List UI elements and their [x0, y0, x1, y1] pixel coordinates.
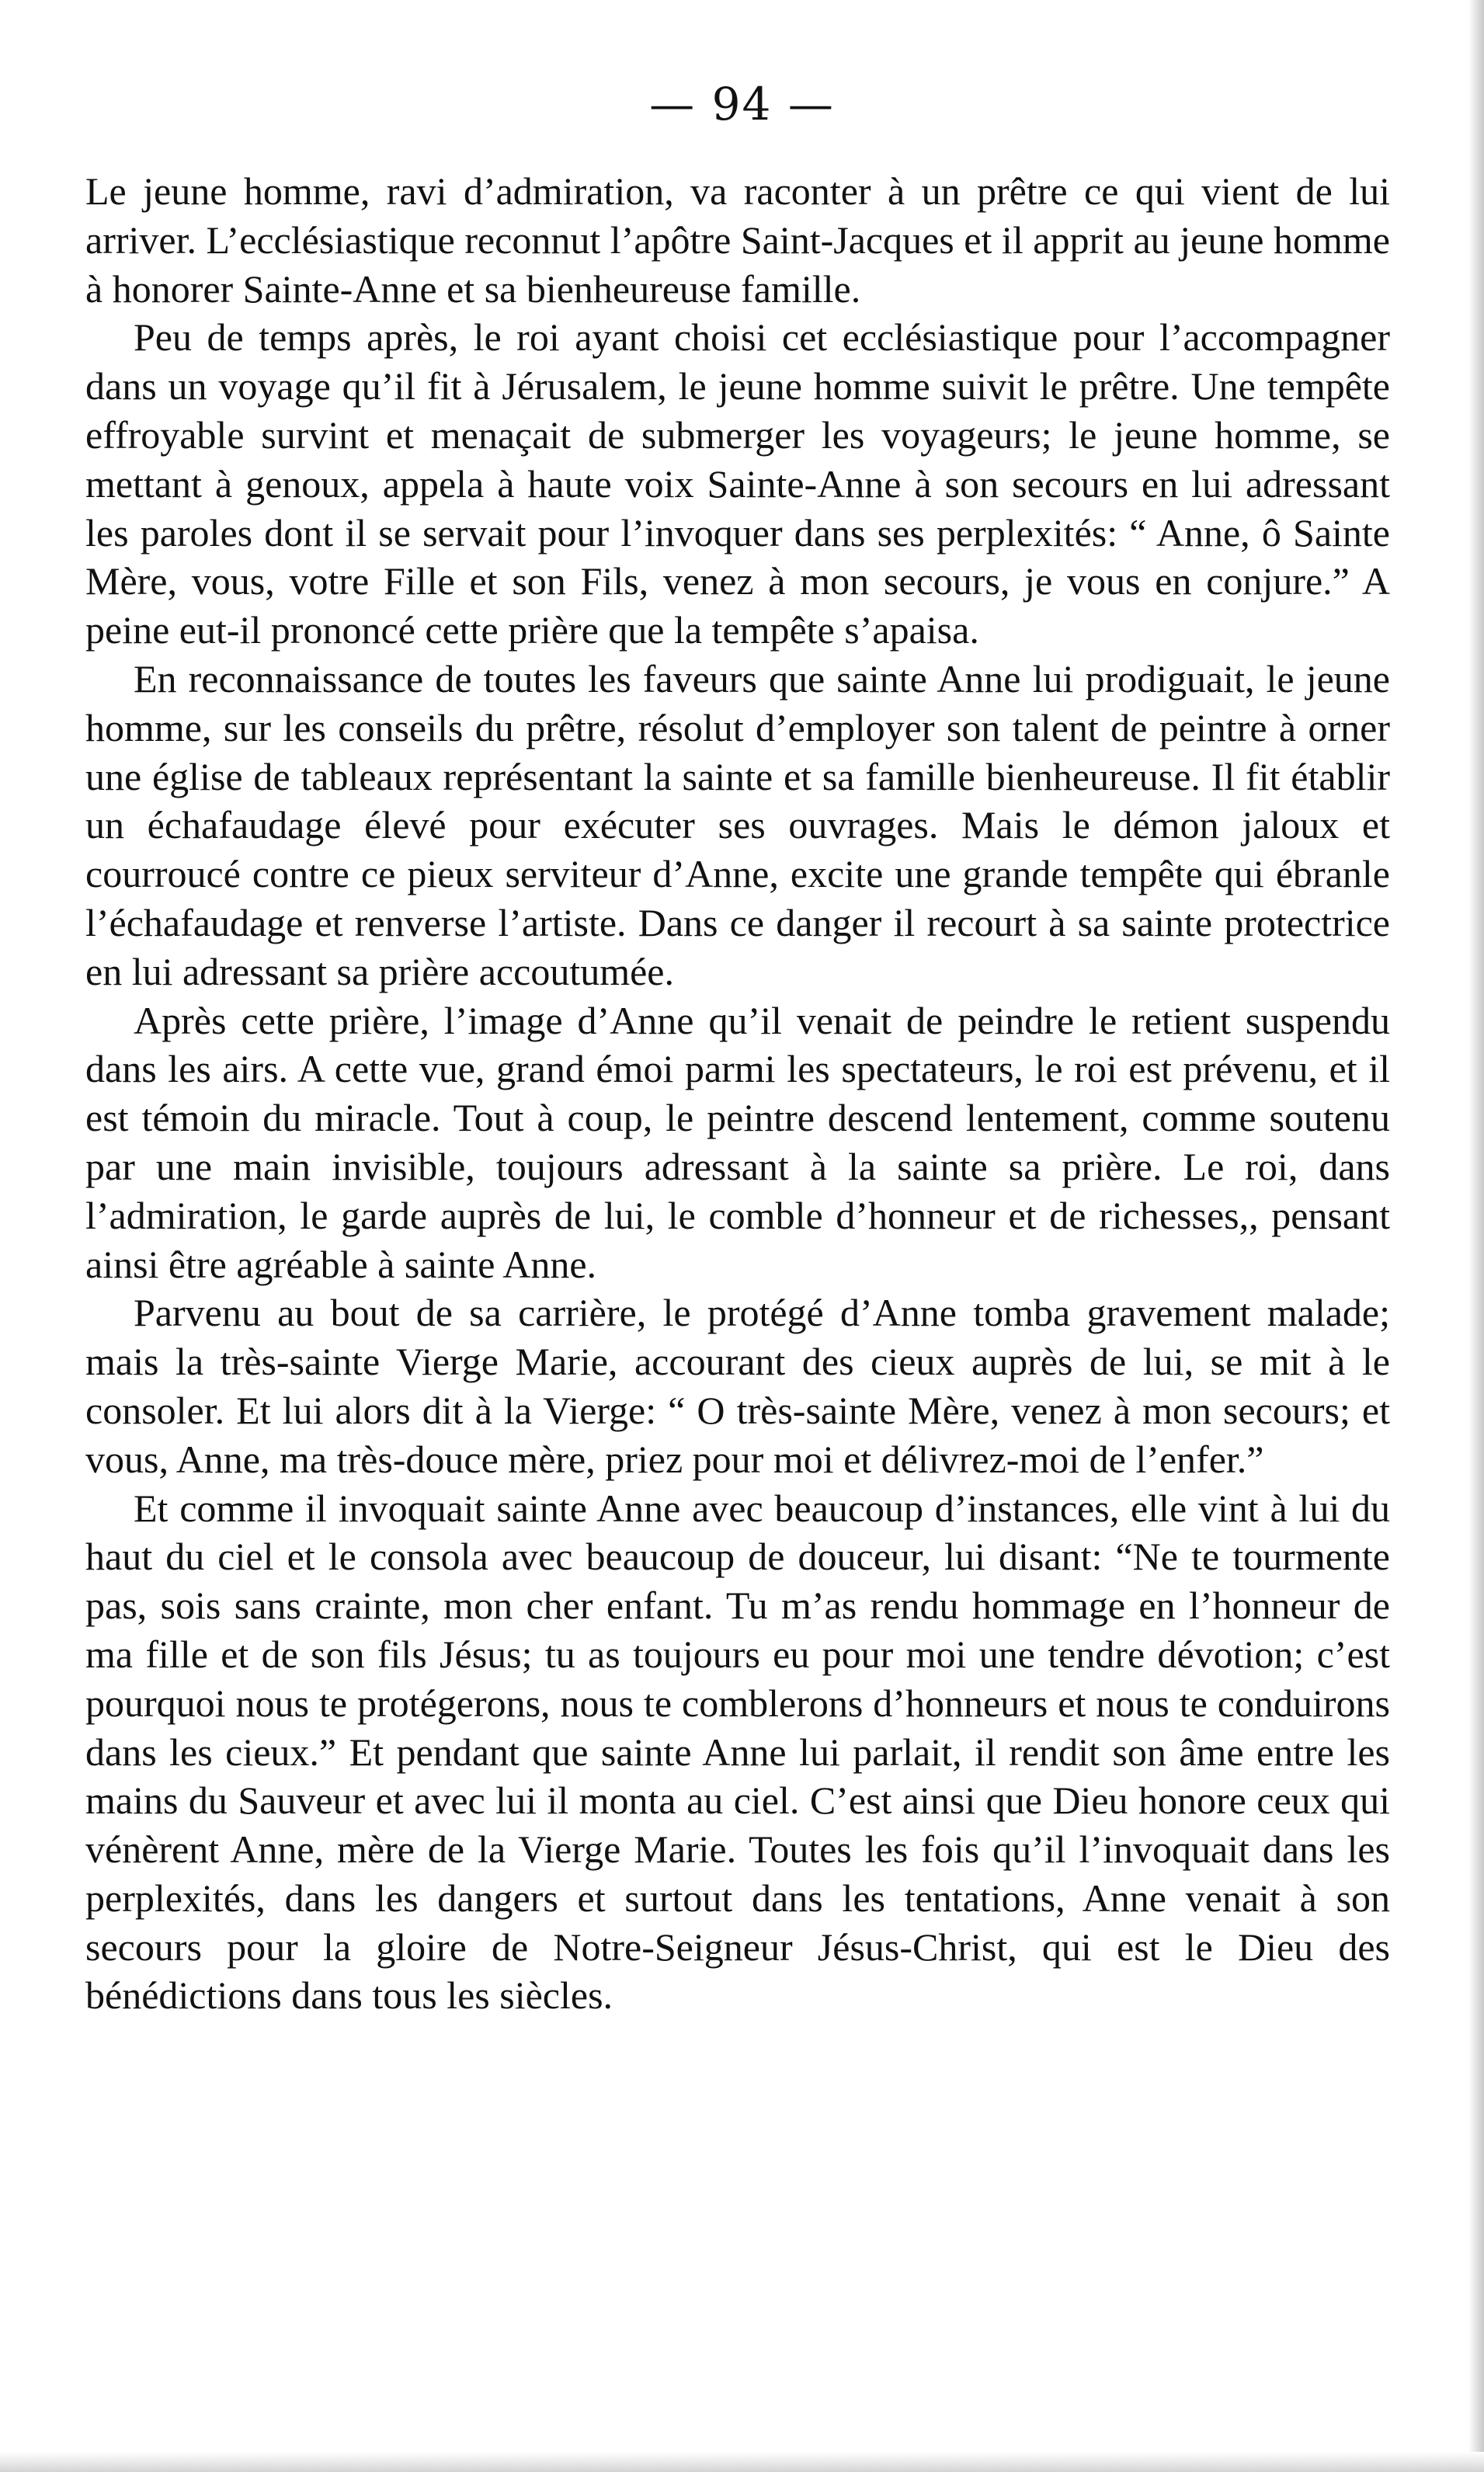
page-bottom-shadow — [0, 2452, 1484, 2472]
body-text — [85, 167, 1390, 2020]
page-number: — 94 — — [649, 78, 835, 130]
paragraph: Le jeune homme, ravi d’admiration, va raconter à un prêtre ce qui vient de lui arriver. L’ecclésiastique reconnut l’apôtre Saint-Jacques et il apprit au jeune homme à honorer Sainte-Anne et sa bienheureuse famille. — [85, 169, 1390, 311]
paragraph: Peu de temps après, le roi ayant choisi cet ecclésiastique pour l’accompagner dans un voyage qu’il fit à Jérusalem, le jeune homme suivit le prêtre. Une tempête effroyable survint et menaçait de submerger les voyageurs; le jeune homme, se mettant à genoux, appela à haute voix Sainte-Anne à son secours en lui adressant les paroles dont il se servait pour l’invoquer dans ses perplexités: “ Anne, ô Sainte Mère, vous, votre Fille et son Fils, venez à mon secours, je vous en conjure.” A peine eut-il prononcé cette prière que la tempête s’apaisa. — [85, 315, 1390, 652]
paragraph: Après cette prière, l’image d’Anne qu’il venait de peindre le retient suspendu dans les airs. A cette vue, grand émoi parmi les spectateurs, le roi est prévenu, et il est témoin du miracle. Tout à coup, le peintre descend lentement, comme soutenu par une main invisible, toujours adressant à la sainte sa prière. Le roi, dans l’admiration, le garde auprès de lui, le comble d’honneur et de richesses,, pensant ainsi être agréable à sainte Anne. — [85, 998, 1390, 1286]
paragraph: Parvenu au bout de sa carrière, le protégé d’Anne tomba gravement malade; mais la très-sainte Vierge Marie, accourant des cieux auprès de lui, se mit à le consoler. Et lui alors dit à la Vierge: “ O très-sainte Mère, venez à mon secours; et vous, Anne, ma très-douce mère, priez pour moi et délivrez-moi de l’enfer.” — [85, 1291, 1390, 1481]
paragraph: Et comme il invoquait sainte Anne avec beaucoup d’instances, elle vint à lui du haut du ciel et le consola avec beaucoup de douceur, lui disant: “Ne te tourmente pas, sois sans crainte, mon cher enfant. Tu m’as rendu hommage en l’honneur de ma fille et de son fils Jésus; tu as toujours eu pour moi une tendre dévotion; c’est pourquoi nous te protégerons, nous te comblerons d’honneurs et nous te conduirons dans les cieux.” Et pendant que sainte Anne lui parlait, il rendit son âme entre les mains du Sauveur et avec lui il monta au ciel. C’est ainsi que Dieu honore ceux qui vénèrent Anne, mère de la Vierge Marie. Toutes les fois qu’il l’invoquait dans les perplexités, dans les dangers et surtout dans les tentations, Anne venait à son secours pour la gloire de Notre-Seigneur Jésus-Christ, qui est le Dieu des bénédictions dans tous les siècles. — [85, 1486, 1390, 2018]
paragraph: En reconnaissance de toutes les faveurs que sainte Anne lui prodiguait, le jeune homme, sur les conseils du prêtre, résolut d’employer son talent de peintre à orner une église de tableaux représentant la sainte et sa famille bienheureuse. Il fit établir un échafaudage élevé pour exécuter ses ouvrages. Mais le démon jaloux et courroucé contre ce pieux serviteur d’Anne, excite une grande tempête qui ébranle l’échafaudage et renverse l’artiste. Dans ce danger il recourt à sa sainte protectrice en lui adressant sa prière accoutumée. — [85, 656, 1390, 993]
page-edge-shadow — [1468, 0, 1484, 2472]
